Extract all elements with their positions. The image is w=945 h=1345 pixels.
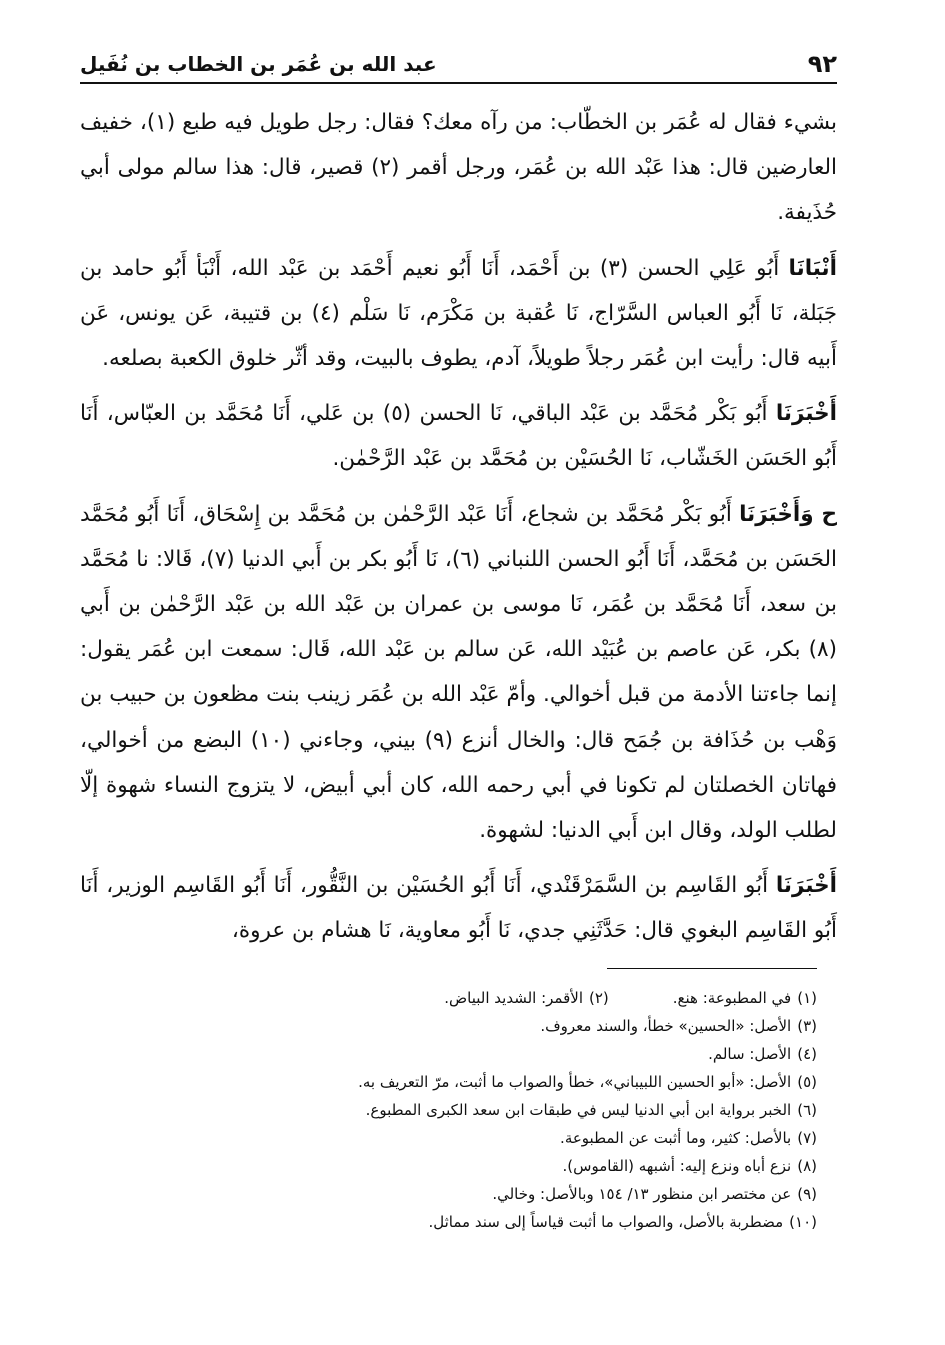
footnote-text: الخبر برواية ابن أبي الدنيا ليس في طبقات ابن سعد الكبرى المطبوع. (365, 1101, 792, 1119)
page-header (80, 40, 837, 84)
paragraph-text: بشيء فقال له عُمَر بن الخطّاب: من رآه معك؟ فقال: رجل طويل فيه طبع (١)، خفيف العارضين قال: هذا عَبْد الله بن عُمَر، ورجل أقمر (٢) قصير، قال: هذا سالم مولى أبي حُذَيفة. (80, 110, 837, 226)
body-text (80, 100, 837, 964)
page-number: ٩٢ (807, 50, 837, 78)
paragraph-lead: أَخْبَرَنَا (775, 873, 837, 899)
footnote-item (100, 1180, 817, 1208)
footnote-item (100, 1124, 817, 1152)
footnote-text: عن مختصر ابن منظور ١٣/ ١٥٤ وبالأصل: وخالي. (492, 1185, 792, 1203)
paragraph (80, 100, 837, 236)
running-title: عبد الله بن عُمَر بن الخطاب بن نُفَيل (80, 52, 437, 76)
footnote-text: الأقمر: الشديد البياض. (444, 989, 583, 1007)
footnote-text: في المطبوعة: هنع. (672, 989, 792, 1007)
footnote-item (100, 1096, 817, 1124)
paragraph (80, 863, 837, 953)
footnote-item (100, 1012, 817, 1040)
footnotes (100, 984, 817, 1236)
footnote-number: (٤) (797, 1045, 817, 1063)
footnote-number: (١) (797, 989, 817, 1007)
footnote-item (100, 1208, 817, 1236)
footnote-item (100, 1068, 817, 1096)
paragraph (80, 246, 837, 382)
footnote-text: نزع أباه ونزع إليه: أشبهه (القاموس). (562, 1157, 792, 1175)
footnote-divider (607, 968, 817, 969)
paragraph-text: أَبُو بَكْر مُحَمَّد بن شجاع، أَنَا عَبْد الرَّحْمٰن بن مُحَمَّد بن إِسْحَاق، أَنَا أَبُو مُحَمَّد الحَسَن بن مُحَمَّد، أَنَا أَبُو الحسن اللنباني (٦)، نَا أَبُو بكر بن أَبي الدنيا (٧)، قَالا: نا مُحَمَّد بن سعد، أَنَا مُحَمَّد بن عُمَر، نَا موسى بن عمران بن عَبْد الله بن عَبْد الرَّحْمٰن بن أَبي (٨) بكر، عَن عاصم بن عُبَيْد الله، عَن سالم بن عَبْد الله، قَال: سمعت ابن عُمَر يقول: إنما جاءتنا الأدمة من قبل أخوالي. وأمّ عَبْد الله بن عُمَر زينب بنت مظعون بن حبيب بن وَهْب بن حُذَافة بن جُمَح قال: والخال أنزع (٩) بيني، وجاءني (١٠) البضع من أخوالي، فهاتان الخصلتان لم تكونا في أبي رحمه الله، كان أبي أبيض، لا يتزوج النساء شهوة إلّا لطلب الولد، وقال ابن أَبي الدنيا: لشهوة. (80, 501, 838, 844)
footnote-pair (100, 984, 817, 1012)
footnote-item (100, 1040, 817, 1068)
footnote-number: (١٠) (789, 1213, 817, 1231)
footnote-text: مضطربة بالأصل، والصواب ما أثبت قياساً إلى سند مماثل. (428, 1213, 784, 1231)
footnote-number: (٩) (797, 1185, 817, 1203)
paragraph-lead: أَخْبَرَنَا (775, 401, 837, 427)
footnote-text: بالأصل: كثير، وما أثبت عن المطبوعة. (560, 1129, 792, 1147)
footnote-number: (٢) (589, 989, 609, 1007)
footnote-number: (٣) (797, 1017, 817, 1035)
footnote-item (444, 984, 609, 1012)
paragraph-text: أَبُو القَاسِم بن السَّمَرْقَنْدي، أَنَا أَبُو الحُسَيْن بن النَّقُّور، أَنَا أَبُو القَاسِم الوزير، أَنَا أَبُو القَاسِم البغوي قال: حَدَّثَنِي جدي، نَا أَبُو معاوية، نَا هشام بن عروة، (80, 873, 837, 944)
footnote-number: (٧) (797, 1129, 817, 1147)
footnote-number: (٥) (797, 1073, 817, 1091)
footnote-text: الأصل: «الحسين» خطأ، والسند معروف. (540, 1017, 792, 1035)
footnote-number: (٨) (797, 1157, 817, 1175)
paragraph-text: أَبُو بَكْر مُحَمَّد بن عَبْد الباقي، نَا الحسن (٥) بن عَلي، أَنَا مُحَمَّد بن العبّاس، أَنَا أَبُو الحَسَن الخَشّاب، نَا الحُسَيْن بن مُحَمَّد بن عَبْد الرَّحْمٰن. (80, 401, 837, 472)
paragraph-text: أَبُو عَلِي الحسن (٣) بن أَحْمَد، أَنَا أَبُو نعيم أَحْمَد بن عَبْد الله، أَنْبَأ أَبُو حامد بن جَبَلة، نَا أَبُو العباس السَّرّاج، نَا عُقبة بن مَكْرَم، نَا سَلْم (٤) بن قتيبة، عَن يونس، عَن أَبيه قال: رأيت ابن عُمَر رجلاً طويلاً، آدم، يطوف بالبيت، وقد أثّر خلوق الكعبة بصلعه. (80, 255, 837, 372)
footnote-text: الأصل: «أبو الحسين اللبيباني»، خطأ والصواب ما أثبت، مرّ التعريف به. (358, 1073, 792, 1091)
paragraph (80, 391, 837, 481)
footnote-text: الأصل: سالم. (708, 1045, 792, 1063)
footnote-item (673, 984, 817, 1012)
paragraph-lead: ح وَأَخْبَرَنَا (739, 501, 837, 527)
paragraph (80, 492, 837, 854)
footnote-number: (٦) (797, 1101, 817, 1119)
paragraph-lead: أَنْبَانَا (788, 255, 837, 281)
footnote-item (100, 1152, 817, 1180)
